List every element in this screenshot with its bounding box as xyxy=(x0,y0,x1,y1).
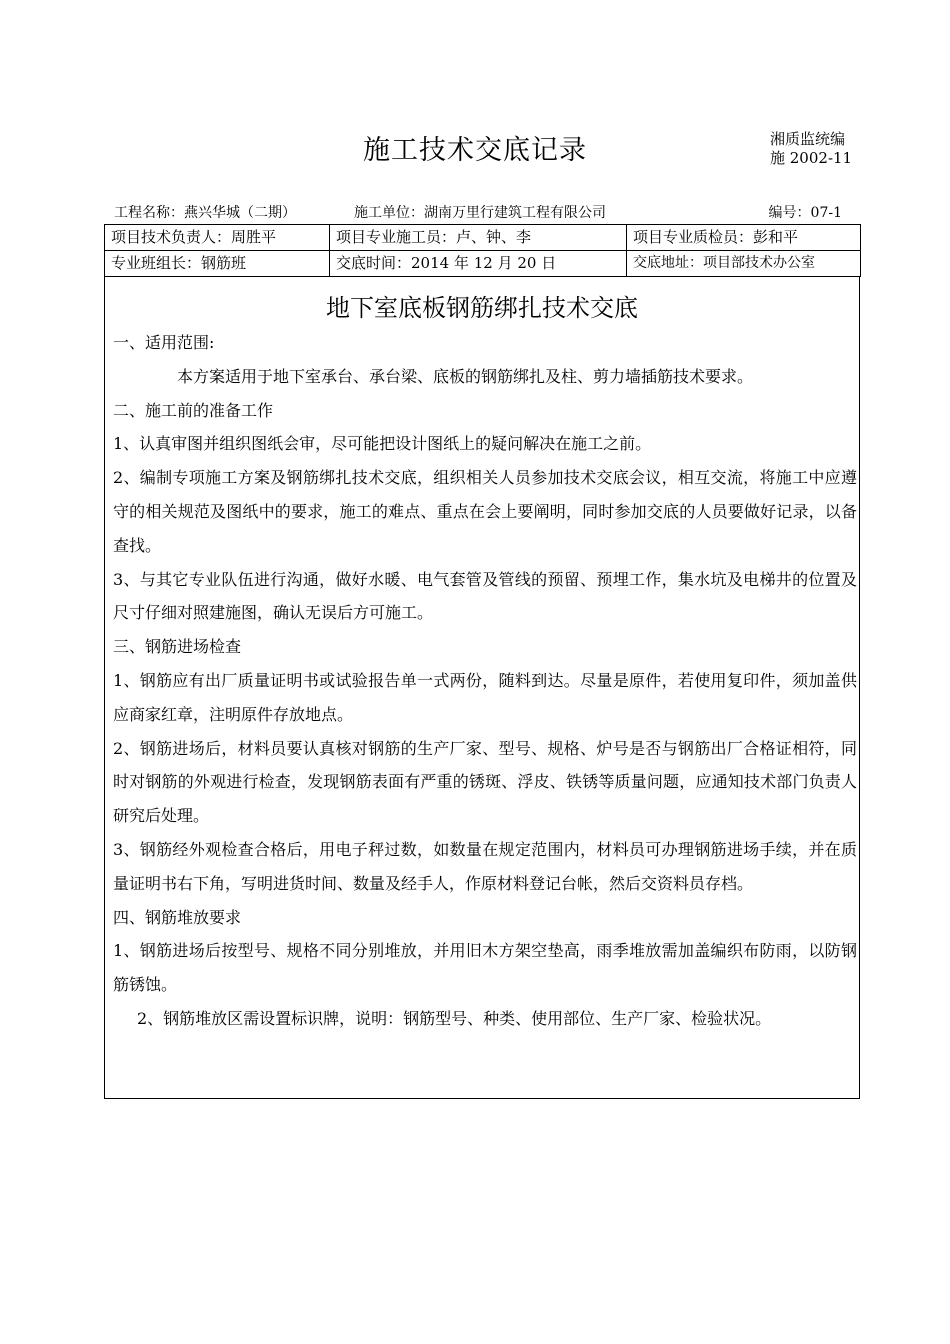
project-name: 工程名称：燕兴华城（二期） xyxy=(114,205,296,221)
site-workers-cell: 项目专业施工员：卢、钟、李 xyxy=(330,225,627,251)
section-heading: 二、施工前的准备工作 xyxy=(113,400,274,420)
handover-time-cell: 交底时间：2014 年 12 月 20 日 xyxy=(330,251,627,277)
page-title: 施工技术交底记录 xyxy=(363,135,587,166)
handover-place-cell: 交底地址：项目部技术办公室 xyxy=(627,251,861,277)
document-title: 地下室底板钢筋绑扎技术交底 xyxy=(326,294,638,322)
meta-row xyxy=(105,225,861,251)
section-heading: 三、钢筋进场检查 xyxy=(113,637,242,657)
team-leader-cell: 专业班组长：钢筋班 xyxy=(105,251,330,277)
form-stamp xyxy=(770,130,852,168)
section-heading: 一、适用范围: xyxy=(113,333,215,352)
paragraph: 1、钢筋应有出厂质量证明书或试验报告单一式两份，随料到达。尽量是原件，若使用复印件，须加盖供应商家红章，注明原件存放地点。 xyxy=(113,670,857,724)
paragraph: 2、钢筋进场后，材料员要认真核对钢筋的生产厂家、型号、规格、炉号是否与钢筋出厂合格证相符，同时对钢筋的外观进行检查，发现钢筋表面有严重的锈斑、浮皮、铁锈等质量问题，应通知技术部门负责人研究后处理。 xyxy=(113,738,857,826)
meta-table xyxy=(104,224,861,277)
construction-unit: 施工单位：湖南万里行建筑工程有限公司 xyxy=(354,205,606,221)
content-box xyxy=(104,276,860,1099)
paragraph: 2、钢筋堆放区需设置标识牌，说明：钢筋型号、种类、使用部位、生产厂家、检验状况。 xyxy=(137,1008,772,1028)
document-content xyxy=(113,326,857,1036)
paragraph: 3、与其它专业队伍进行沟通，做好水暖、电气套管及管线的预留、预埋工作，集水坑及电梯井的位置及尺寸仔细对照建施图，确认无误后方可施工。 xyxy=(113,569,857,623)
paragraph: 2、编制专项施工方案及钢筋绑扎技术交底，组织相关人员参加技术交底会议，相互交流，将施工中应遵守的相关规范及图纸中的要求，施工的难点、重点在会上要阐明，同时参加交底的人员要做好记录，以备查找。 xyxy=(113,468,857,555)
stamp-line-1: 湘质监统编 xyxy=(770,130,846,148)
project-info-row xyxy=(104,203,860,223)
serial-number: 编号：07-1 xyxy=(768,205,842,221)
stamp-line-2: 施 2002-11 xyxy=(770,149,853,167)
paragraph: 1、认真审图并组织图纸会审，尽可能把设计图纸上的疑问解决在施工之前。 xyxy=(113,434,652,454)
section-heading: 四、钢筋堆放要求 xyxy=(113,907,242,927)
quality-inspector-cell: 项目专业质检员：彭和平 xyxy=(627,225,861,251)
meta-row xyxy=(105,251,861,277)
paragraph: 3、钢筋经外观检查合格后，用电子秤过数，如数量在规定范围内，材料员可办理钢筋进场手续，并在质量证明书右下角，写明进货时间、数量及经手人，作原材料登记台帐，然后交资料员存档。 xyxy=(113,839,857,893)
paragraph: 1、钢筋进场后按型号、规格不同分别堆放，并用旧木方架空垫高，雨季堆放需加盖编织布防雨，以防钢筋锈蚀。 xyxy=(113,941,857,995)
paragraph: 本方案适用于地下室承台、承台梁、底板的钢筋绑扎及柱、剪力墙插筋技术要求。 xyxy=(177,366,754,386)
tech-lead-cell: 项目技术负责人：周胜平 xyxy=(105,225,330,251)
